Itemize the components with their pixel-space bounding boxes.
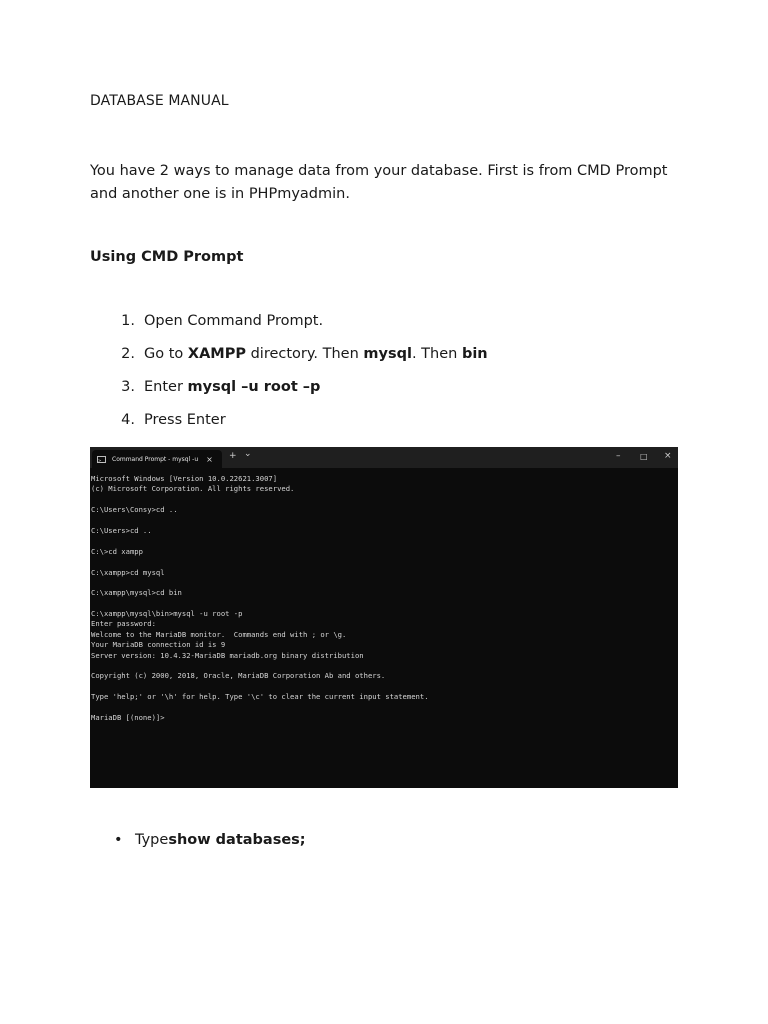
step-number-text: 1.	[121, 313, 135, 329]
step-bold-text: mysql –u root –p	[187, 379, 321, 395]
terminal-line: C:\Users>cd ..	[91, 525, 152, 535]
step-number	[90, 412, 135, 428]
bullet-item	[114, 832, 306, 848]
terminal-line	[91, 495, 678, 505]
section-heading: Using CMD Prompt	[90, 249, 244, 265]
step-bold-text: mysql	[363, 346, 412, 362]
step-plain-text: directory. Then	[245, 346, 364, 362]
terminal-line: Welcome to the MariaDB monitor. Commands end with ; or \g.	[91, 629, 347, 639]
intro-paragraph: You have 2 ways to manage data from your database. First is from CMD Prompt and another one is in PHPmyadmin.	[90, 163, 668, 202]
step-text	[135, 313, 323, 329]
step-number-text: 2.	[121, 346, 135, 362]
terminal-line	[91, 557, 678, 567]
step-item	[90, 313, 488, 346]
step-bold-text: XAMPP	[187, 346, 246, 362]
step-number	[90, 313, 135, 329]
terminal-line: C:\xampp\mysql\bin>mysql -u root -p	[91, 609, 243, 619]
new-tab-icon[interactable]: +	[229, 451, 237, 461]
bullet-marker: •	[114, 832, 123, 848]
step-text	[135, 379, 320, 395]
step-plain-text: Enter	[144, 379, 188, 395]
terminal-titlebar	[90, 447, 678, 468]
terminal-line	[91, 599, 678, 609]
bullet-command: show databases;	[168, 832, 306, 848]
step-number-text: 3.	[121, 379, 135, 395]
terminal-line: Microsoft Windows [Version 10.0.22621.3007]	[91, 474, 278, 483]
terminal-line: MariaDB [(none)]>	[91, 712, 165, 722]
step-item	[90, 346, 488, 379]
step-bold-text: bin	[461, 346, 488, 362]
terminal-screenshot	[90, 447, 678, 788]
terminal-line	[91, 516, 678, 526]
step-number	[90, 379, 135, 395]
terminal-tab[interactable]	[92, 450, 222, 468]
step-text	[135, 412, 226, 428]
terminal-line: C:\xampp\mysql>cd bin	[91, 588, 182, 598]
terminal-line: Server version: 10.4.32-MariaDB mariadb.org binary distribution	[91, 650, 364, 660]
terminal-line	[91, 661, 678, 671]
close-icon[interactable]: ×	[664, 451, 672, 461]
terminal-line: Copyright (c) 2000, 2018, Oracle, MariaDB Corporation Ab and others.	[91, 671, 386, 681]
tab-close-icon[interactable]: ×	[206, 454, 213, 464]
terminal-line: C:\>cd xampp	[91, 546, 143, 556]
terminal-line	[91, 682, 678, 692]
terminal-line	[91, 536, 678, 546]
terminal-line	[91, 703, 678, 713]
document-title: DATABASE MANUAL	[90, 93, 229, 109]
step-plain-text: Open Command Prompt.	[144, 313, 324, 329]
terminal-line: (c) Microsoft Corporation. All rights reserved.	[91, 484, 295, 494]
step-plain-text: . Then	[411, 346, 462, 362]
terminal-line: Your MariaDB connection id is 9	[91, 640, 226, 650]
step-number-text: 4.	[121, 412, 135, 428]
terminal-line: Enter password:	[91, 619, 156, 629]
maximize-icon[interactable]: □	[640, 452, 648, 461]
terminal-output	[90, 468, 678, 723]
step-item	[90, 379, 488, 412]
bullet-prefix: Type	[135, 832, 169, 848]
step-text	[135, 346, 488, 362]
step-item	[90, 412, 488, 445]
terminal-line: Type 'help;' or '\h' for help. Type '\c' to clear the current input statement.	[91, 692, 429, 702]
minimize-icon[interactable]: –	[616, 451, 621, 461]
step-number	[90, 346, 135, 362]
terminal-tab-title: Command Prompt - mysql -u	[112, 455, 199, 463]
step-plain-text: Go to	[144, 346, 188, 362]
chevron-down-icon[interactable]: ⌄	[244, 449, 252, 459]
terminal-line: C:\xampp>cd mysql	[91, 567, 165, 577]
terminal-line: C:\Users\Consy>cd ..	[91, 505, 178, 515]
terminal-line	[91, 578, 678, 588]
step-plain-text: Press Enter	[144, 412, 226, 428]
steps-list	[90, 313, 488, 445]
terminal-icon: >_	[97, 456, 106, 463]
